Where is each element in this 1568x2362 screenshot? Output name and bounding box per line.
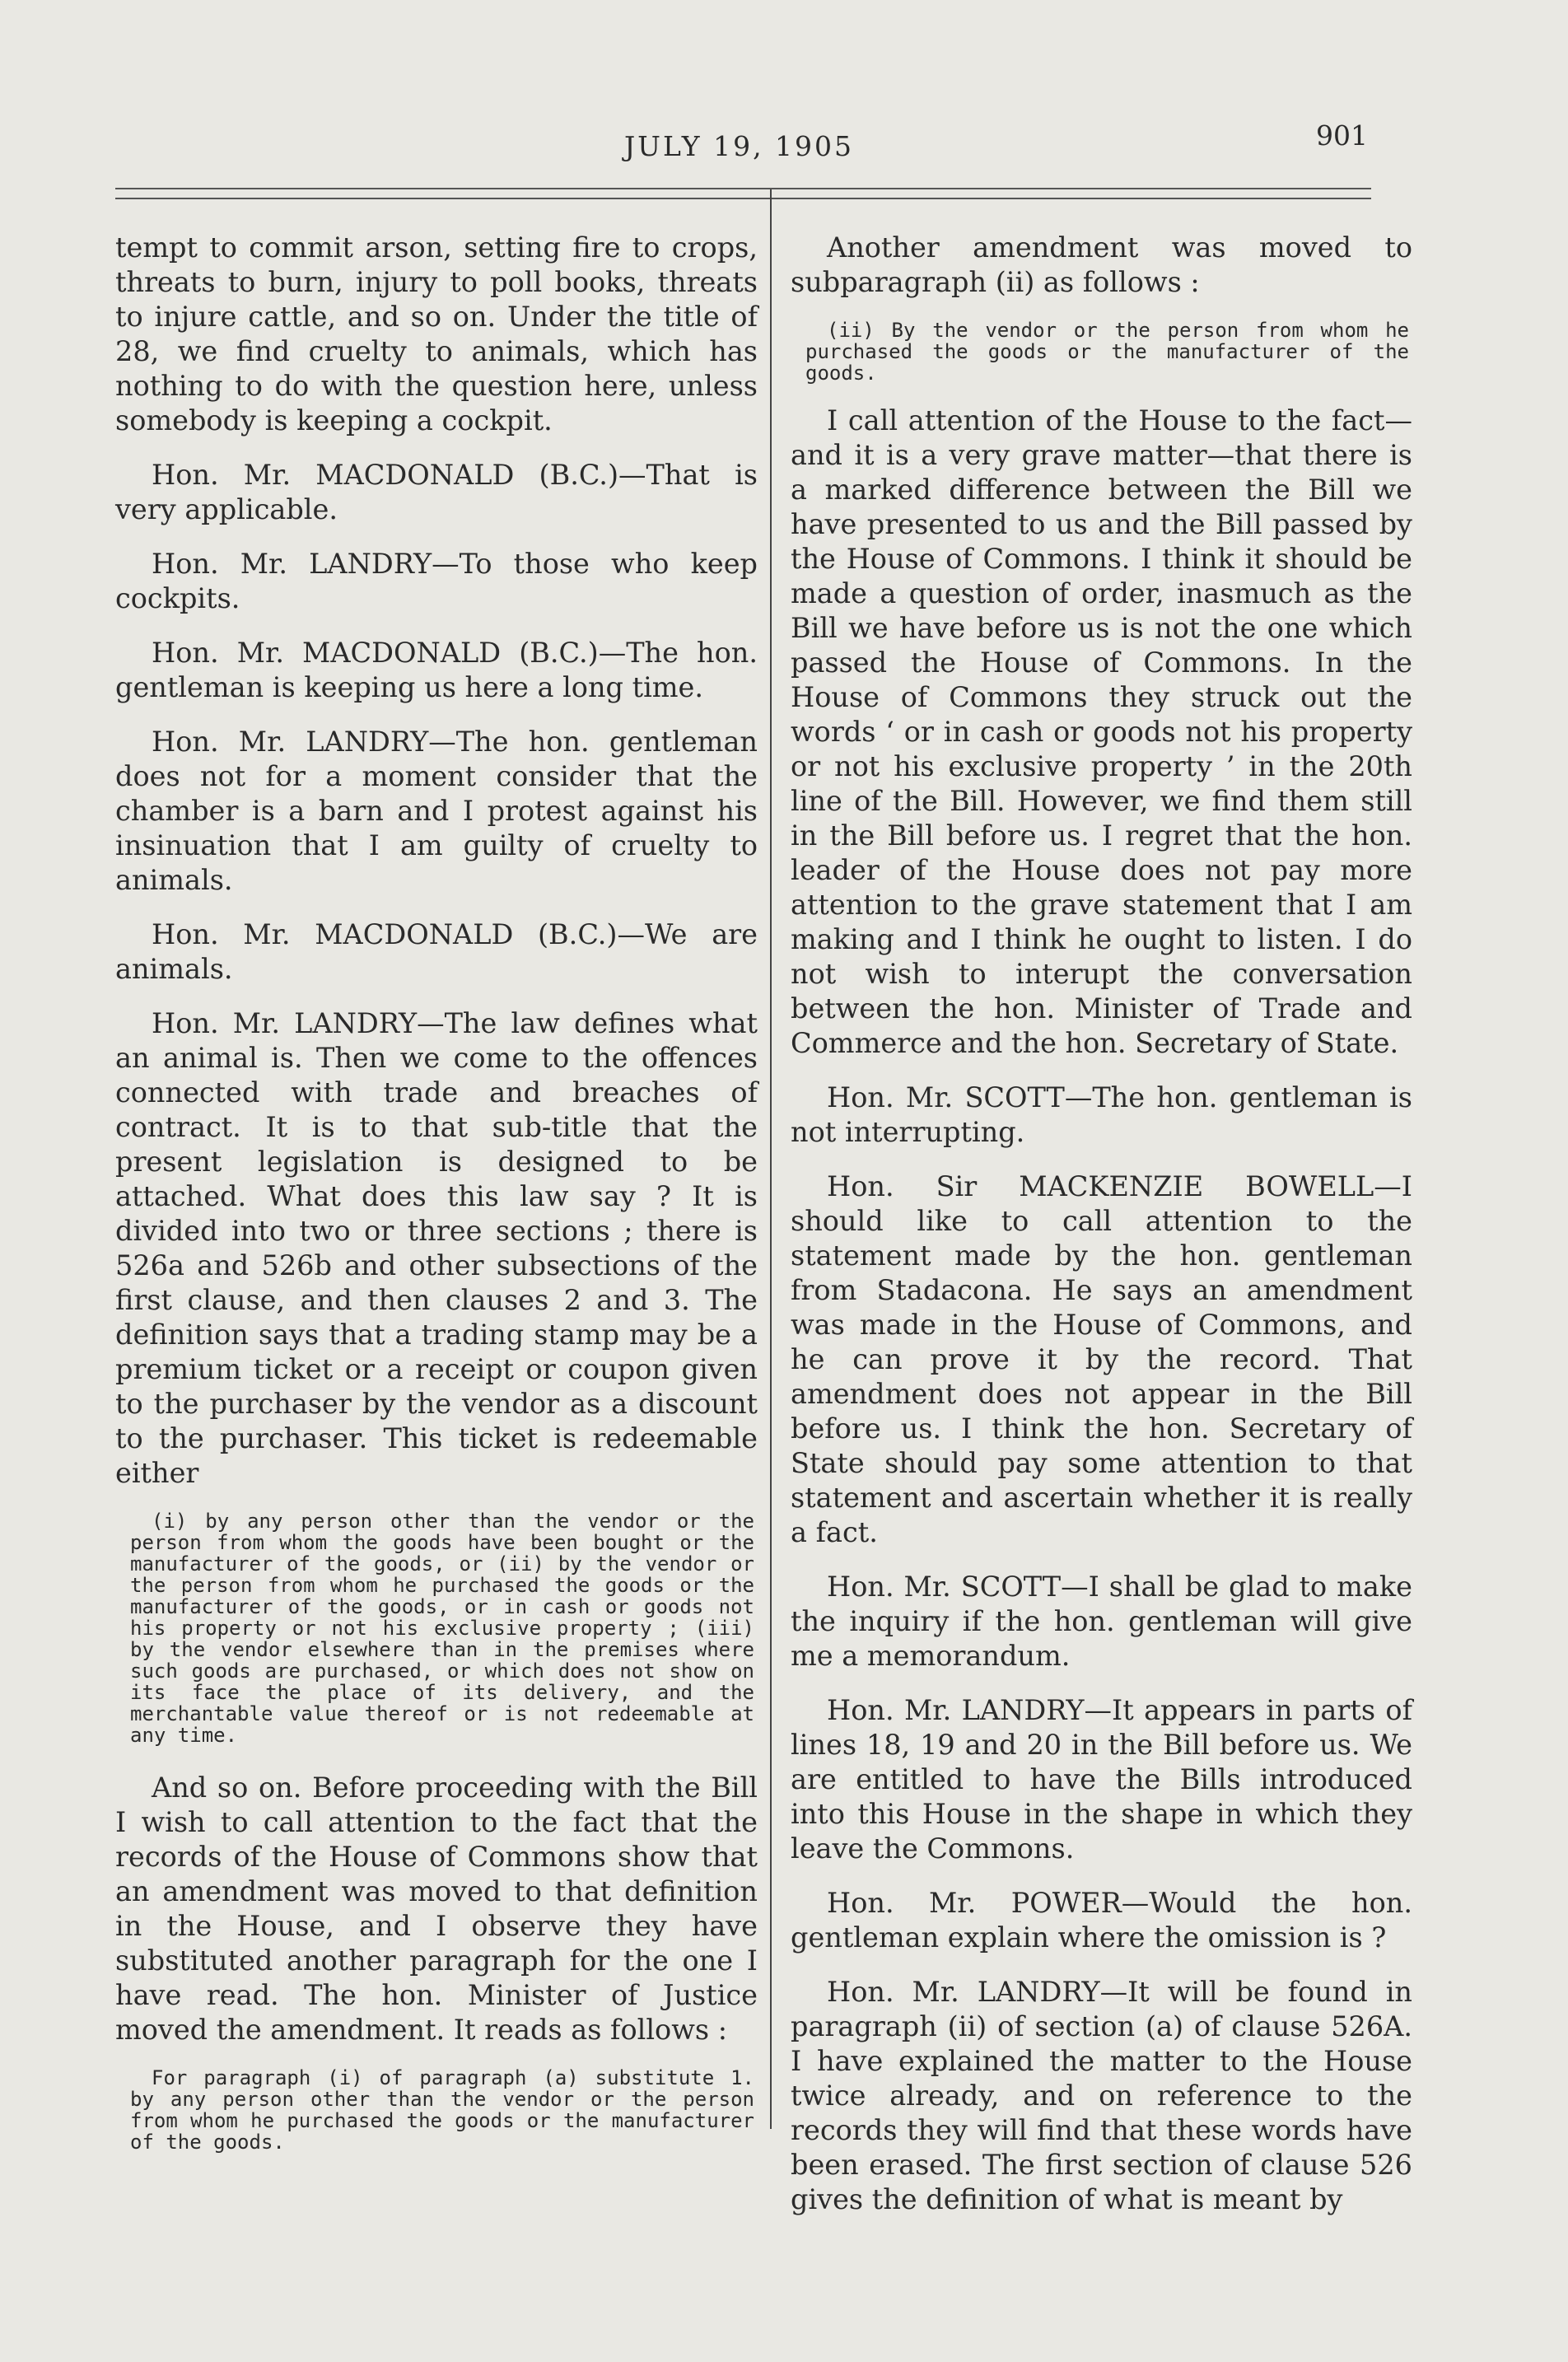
paragraph: Hon. Mr. MACDONALD (B.C.)—That is very applicable. <box>115 459 758 525</box>
paragraph: Hon. Mr. LANDRY—It will be found in paragraph (ii) of section (a) of clause 526A. I have explained the matter to the House twice already, and on reference to the records they will find that these words have been erased. The first section of clause 526 gives the definition of what is meant by <box>791 1976 1412 2215</box>
left-column <box>115 231 758 2173</box>
header-rule-secondary <box>115 198 1371 199</box>
paragraph: Another amendment was moved to subparagraph (ii) as follows : <box>791 231 1412 298</box>
paragraph: Hon. Mr. SCOTT—The hon. gentleman is not interrupting. <box>791 1081 1412 1148</box>
quoted-clause: (ii) By the vendor or the person from whom he purchased the goods or the manufacturer of the goods. <box>805 319 1409 385</box>
header-rule <box>115 188 1371 189</box>
quoted-clause: (i) by any person other than the vendor or the person from whom the goods have been bought or the manufacturer of the goods, or (ii) by the vendor or the person from whom he purchased the goods or the manufacturer of the goods, or in cash or goods not his property or not his exclusive property ; (iii) by the vendor elsewhere than in the premises where such goods are purchased, or which does not show on its face the place of its delivery, and the merchantable value thereof or is not redeemable at any time. <box>130 1510 754 1747</box>
paragraph: tempt to commit arson, setting fire to crops, threats to burn, injury to poll books, threats to injure cattle, and so on. Under the title of 28, we find cruelty to animals, which has nothing to do with the question here, unless somebody is keeping a cockpit. <box>115 231 758 436</box>
quoted-clause: For paragraph (i) of paragraph (a) substitute 1. by any person other than the vendor or the person from whom he purchased the goods or the manufacturer of the goods. <box>130 2066 754 2154</box>
paragraph: Hon. Sir MACKENZIE BOWELL—I should like to call attention to the statement made by the hon. gentleman from Stadacona. He says an amendment was made in the House of Commons, and he can prove it by the record. That amendment does not appear in the Bill before us. I think the hon. Secretary of State should pay some attention to that statement and ascertain whether it is really a fact. <box>791 1170 1412 1548</box>
paragraph: Hon. Mr. SCOTT—I shall be glad to make the inquiry if the hon. gentleman will give me a memorandum. <box>791 1571 1412 1672</box>
paragraph: Hon. Mr. LANDRY—To those who keep cockpits. <box>115 548 758 614</box>
paragraph: Hon. Mr. POWER—Would the hon. gentleman explain where the omission is ? <box>791 1887 1412 1954</box>
page-number: 901 <box>1316 119 1368 152</box>
paragraph: Hon. Mr. LANDRY—It appears in parts of lines 18, 19 and 20 in the Bill before us. We are entitled to have the Bills introduced into this House in the shape in which they leave the Commons. <box>791 1694 1412 1865</box>
paragraph: And so on. Before proceeding with the Bill I wish to call attention to the fact that the records of the House of Commons show that an amendment was moved to that definition in the House, and I observe they have substituted another paragraph for the one I have read. The hon. Minister of Justice moved the amendment. It reads as follows : <box>115 1772 758 2046</box>
paragraph: I call attention of the House to the fact—and it is a very grave matter—that there is a marked difference between the Bill we have presented to us and the Bill passed by the House of Commons. I think it should be made a question of order, inasmuch as the Bill we have before us is not the one which passed the House of Commons. In the House of Commons they struck out the words ‘ or in cash or goods not his property or not his exclusive property ’ in the 20th line of the Bill. However, we find them still in the Bill before us. I regret that the hon. leader of the House does not pay more attention to the grave statement that I am making and I think he ought to listen. I do not wish to interupt the conversation between the hon. Minister of Trade and Commerce and the hon. Secretary of State. <box>791 404 1412 1059</box>
paragraph: Hon. Mr. MACDONALD (B.C.)—We are animals. <box>115 918 758 985</box>
right-column <box>791 231 1412 2237</box>
paragraph: Hon. Mr. LANDRY—The law defines what an animal is. Then we come to the offences connected with trade and breaches of contract. It is to that sub-title that the present legislation is designed to be attached. What does this law say ? It is divided into two or three sections ; there is 526a and 526b and other subsections of the first clause, and then clauses 2 and 3. The definition says that a trading stamp may be a premium ticket or a receipt or coupon given to the purchaser by the vendor as a discount to the purchaser. This ticket is redeemable either <box>115 1007 758 1489</box>
paragraph: Hon. Mr. MACDONALD (B.C.)—The hon. gentleman is keeping us here a long time. <box>115 637 758 703</box>
header-date: JULY 19, 1905 <box>623 130 855 162</box>
column-divider <box>770 189 772 2129</box>
paragraph: Hon. Mr. LANDRY—The hon. gentleman does not for a moment consider that the chamber is a barn and I protest against his insinuation that I am guilty of cruelty to animals. <box>115 726 758 896</box>
